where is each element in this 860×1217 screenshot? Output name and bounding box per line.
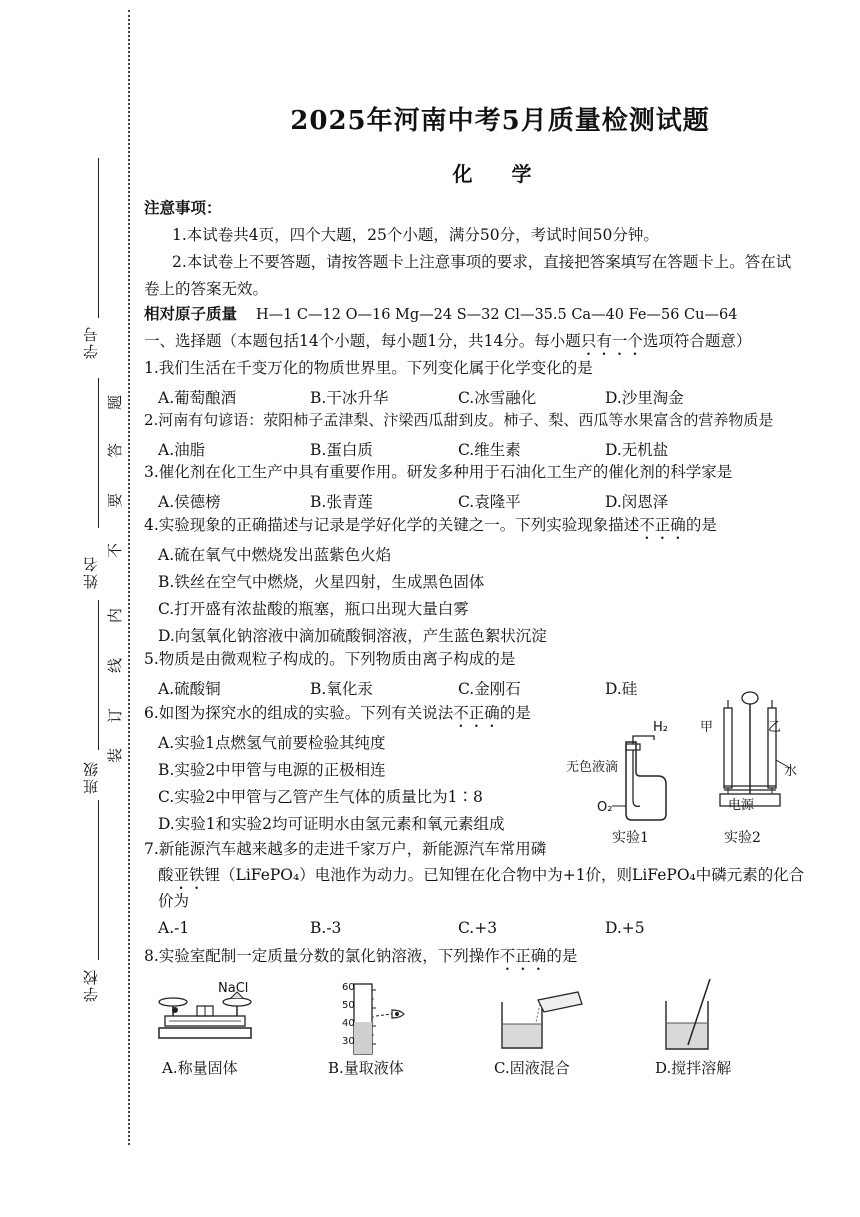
colorless-drops-label: 无色液滴 [566, 760, 619, 775]
binding-dotted-line [128, 10, 130, 1145]
figure-a-caption: A.称量固体 [162, 1059, 238, 1077]
question-5-option-b[interactable]: B.氧化汞 [310, 680, 373, 698]
experiment-1-figure [590, 740, 680, 840]
student-id-label: 学号 [82, 325, 100, 359]
question-4-option-a[interactable]: A.硫在氧气中燃烧发出蓝紫色火焰 [158, 546, 392, 564]
name-underline [98, 378, 99, 528]
figure-c-caption: C.固液混合 [494, 1059, 570, 1077]
question-7-option-b[interactable]: B.-3 [310, 919, 342, 937]
student-id-underline [98, 158, 99, 318]
binding-char: 题 [106, 394, 125, 411]
figure-d-caption: D.搅拌溶解 [655, 1059, 732, 1077]
solid-liquid-mixing-figure [498, 990, 588, 1052]
nacl-label: NaCl [218, 981, 249, 996]
question-4-option-d[interactable]: D.向氢氧化钠溶液中滴加硫酸铜溶液，产生蓝色絮状沉淀 [158, 627, 547, 645]
question-6-stem [144, 702, 531, 731]
power-source-label: 电源 [728, 798, 755, 813]
question-7-stem-text: 酸 [158, 866, 174, 884]
question-7-option-c[interactable]: C.+3 [458, 919, 498, 937]
question-7-stem-line-3: 价为 [158, 892, 190, 910]
notes-item-2-line-2: 卷上的答案无效。 [144, 280, 269, 298]
tick-60: 60 [342, 982, 355, 993]
question-5-stem: 5.物质是由微观粒子构成的。下列物质由离子构成的是 [144, 650, 516, 668]
question-8-stem-emphasis: 不正确 [499, 947, 547, 965]
notes-item-1: 1.本试卷共4页，四个大题，25个小题，满分50分，考试时间50分钟。 [172, 226, 659, 244]
question-5-option-d[interactable]: D.硅 [605, 680, 638, 698]
binding-char: 内 [106, 607, 125, 624]
binding-char: 装 [106, 747, 125, 764]
class-label: 班级 [82, 760, 100, 794]
question-3-stem: 3.催化剂在化工生产中具有重要作用。研发多种用于石油化工生产的催化剂的科学家是 [144, 463, 733, 481]
question-7-stem-text: 锂（LiFePO₄）电池作为动力。已知锂在化合物中为+1价，则LiFePO₄中磷元素的化合 [204, 866, 805, 884]
figure-b-caption: B.量取液体 [328, 1059, 404, 1077]
h2-label: H₂ [653, 720, 668, 735]
question-4-stem-emphasis: 不正确 [639, 516, 686, 534]
question-8-stem-text: 的是 [546, 947, 578, 965]
question-5-option-c[interactable]: C.金刚石 [458, 680, 521, 698]
atomic-mass-line [144, 303, 737, 326]
question-7-stem-line-2 [158, 864, 804, 893]
question-1-option-c[interactable]: C.冰雪融化 [458, 389, 537, 407]
question-6-option-a[interactable]: A.实验1点燃氢气前要检验其纯度 [158, 734, 386, 752]
section-heading-text: 选项符合题意） [642, 332, 752, 350]
notes-heading: 注意事项： [144, 198, 222, 217]
water-label: 水 [784, 764, 798, 779]
question-6-option-d[interactable]: D.实验1和实验2均可证明水由氢元素和氧元素组成 [158, 815, 505, 833]
tick-50: 50 [342, 1000, 355, 1011]
tube-jia-label: 甲 [700, 720, 714, 735]
question-7-option-a[interactable]: A.-1 [158, 919, 190, 937]
stirring-dissolving-figure [662, 975, 722, 1055]
class-underline [98, 600, 99, 750]
school-underline [98, 800, 99, 960]
question-2-option-c[interactable]: C.维生素 [458, 441, 521, 459]
experiment-2-caption: 实验2 [724, 830, 761, 846]
question-7-option-d[interactable]: D.+5 [605, 919, 645, 937]
question-6-stem-text: 6.如图为探究水的组成的实验。下列有关说法 [144, 704, 454, 722]
question-7-stem-line-1: 7.新能源汽车越来越多的走进千家万户，新能源汽车常用磷 [144, 840, 547, 858]
question-2-option-b[interactable]: B.蛋白质 [310, 441, 373, 459]
section-heading-text: 一、选择题（本题包括14个小题，每小题1分，共14分。每小题 [144, 332, 581, 350]
question-6-stem-emphasis: 不正确 [453, 704, 500, 722]
binding-char: 不 [106, 542, 125, 559]
question-8-stem-text: 8.实验室配制一定质量分数的氯化钠溶液，下列操作 [144, 947, 500, 965]
question-6-stem-text: 的是 [499, 704, 531, 722]
atomic-mass-label: 相对原子质量 [144, 304, 238, 323]
question-6-option-b[interactable]: B.实验2中甲管与电源的正极相连 [158, 761, 386, 779]
binding-char: 答 [106, 442, 125, 459]
question-4-stem [144, 514, 717, 543]
binding-char: 订 [106, 707, 125, 724]
tick-30: 30 [342, 1036, 355, 1047]
school-label: 学校 [82, 968, 100, 1002]
question-4-stem-text: 4.实验现象的正确描述与记录是学好化学的关键之一。下列实验现象描述 [144, 516, 640, 534]
question-2-option-d[interactable]: D.无机盐 [605, 441, 669, 459]
question-4-option-b[interactable]: B.铁丝在空气中燃烧，火星四射，生成黑色固体 [158, 573, 485, 591]
binding-char: 要 [106, 492, 125, 509]
question-2-stem: 2.河南有句谚语：荥阳柿子孟津梨、汴梁西瓜甜到皮。柿子、梨、西瓜等水果富含的营养物质是 [144, 411, 774, 429]
question-4-stem-text: 的是 [685, 516, 717, 534]
tube-yi-label: 乙 [768, 720, 782, 735]
name-label: 姓名 [82, 555, 100, 589]
notes-item-2-line-1: 2.本试卷上不要答题，请按答题卡上注意事项的要求，直接把答案填写在答题卡上。答在试 [172, 253, 792, 271]
question-2-option-a[interactable]: A.油脂 [158, 441, 206, 459]
binding-char: 线 [106, 657, 125, 674]
question-6-option-c[interactable]: C.实验2中甲管与乙管产生气体的质量比为1∶8 [158, 788, 483, 806]
page-title: 2025年河南中考5月质量检测试题 [290, 106, 710, 136]
question-1-stem: 1.我们生活在千变万化的物质世界里。下列变化属于化学变化的是 [144, 359, 593, 377]
question-1-option-b[interactable]: B.干冰升华 [310, 389, 389, 407]
question-4-option-c[interactable]: C.打开盛有浓盐酸的瓶塞，瓶口出现大量白雾 [158, 600, 469, 618]
question-8-stem [144, 945, 577, 974]
section-heading-emphasis: 只有一个 [580, 332, 643, 350]
subject-title: 化 学 [452, 162, 548, 186]
question-3-option-b[interactable]: B.张青莲 [310, 493, 373, 511]
o2-label: O₂ [597, 800, 613, 815]
question-1-option-a[interactable]: A.葡萄酿酒 [158, 389, 237, 407]
section-1-heading [144, 330, 751, 359]
question-3-option-a[interactable]: A.侯德榜 [158, 493, 221, 511]
question-1-option-d[interactable]: D.沙里淘金 [605, 389, 684, 407]
question-3-option-d[interactable]: D.闵恩泽 [605, 493, 669, 511]
atomic-mass-values: H—1 C—12 O—16 Mg—24 S—32 Cl—35.5 Ca—40 Fe—56 Cu—64 [255, 307, 738, 323]
question-5-option-a[interactable]: A.硫酸铜 [158, 680, 221, 698]
question-7-stem-emphasis: 亚铁 [173, 866, 205, 884]
experiment-1-caption: 实验1 [612, 830, 649, 846]
tick-40: 40 [342, 1018, 355, 1029]
question-3-option-c[interactable]: C.袁隆平 [458, 493, 521, 511]
